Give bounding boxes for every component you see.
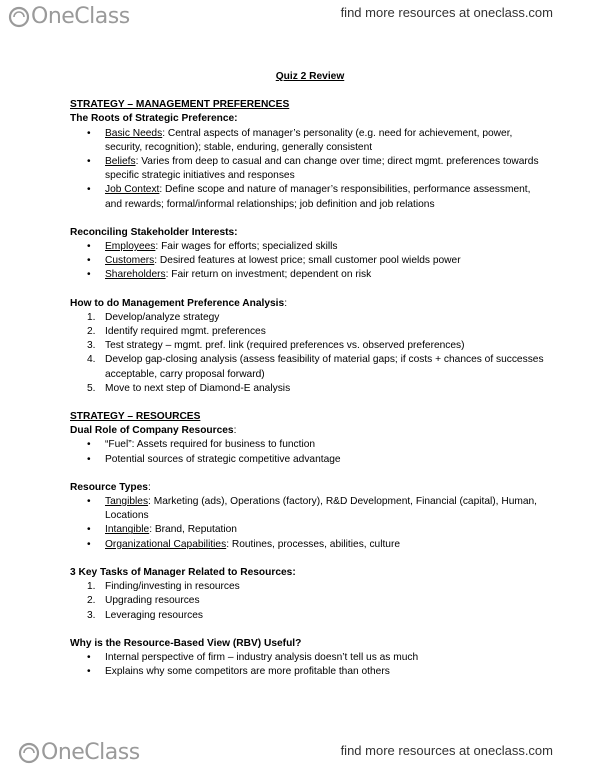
list-number: 1. bbox=[87, 581, 96, 593]
definition: : Central aspects of manager’s personality (e.g. need for achievement, power, security, recognition); stable, enduring, generally consistent bbox=[105, 127, 513, 153]
section-heading-management-preferences: STRATEGY – MANAGEMENT PREFERENCES bbox=[70, 99, 290, 111]
term: Tangibles bbox=[105, 496, 149, 508]
oneclass-logo-icon bbox=[8, 6, 30, 28]
list-item: 2. Identify required mgmt. preferences bbox=[70, 325, 550, 339]
bullet-icon: • bbox=[87, 269, 91, 281]
list-number: 2. bbox=[87, 326, 96, 338]
list-item bbox=[70, 495, 550, 523]
definition: : Varies from deep to casual and can change over time; direct mgmt. preferences towards specific strategic initiatives and responses bbox=[105, 156, 539, 182]
list-item: 4. Develop gap-closing analysis (assess feasibility of material gaps; if costs + chances of successes acceptable, carry proposal forward) bbox=[87, 354, 544, 380]
oneclass-logo-top[interactable] bbox=[8, 4, 130, 29]
list-item bbox=[70, 155, 550, 183]
list-item bbox=[70, 254, 550, 268]
subheading-roots-of-strategic-preference: The Roots of Strategic Preference: bbox=[70, 113, 238, 125]
term: Beliefs bbox=[105, 156, 136, 168]
list-item: • “Fuel”: Assets required for business to function bbox=[70, 438, 550, 452]
list-number: 3. bbox=[87, 340, 96, 352]
list-item: 5. Move to next step of Diamond-E analysis bbox=[70, 382, 550, 396]
definition: : Fair return on investment; dependent on risk bbox=[165, 269, 372, 281]
list-number: 1. bbox=[87, 311, 96, 323]
list-item bbox=[70, 523, 550, 537]
oneclass-logo-icon bbox=[18, 742, 40, 764]
term: Job Context bbox=[105, 184, 160, 196]
rbv-list bbox=[70, 651, 550, 679]
term: Customers bbox=[105, 255, 155, 267]
bullet-icon: • bbox=[87, 184, 91, 196]
list-number: 4. bbox=[87, 354, 96, 366]
subheading-dual-role: Dual Role of Company Resources: bbox=[70, 425, 237, 437]
dual-role-list bbox=[70, 438, 550, 466]
term: Shareholders bbox=[105, 269, 166, 281]
term: Organizational Capabilities bbox=[105, 538, 227, 550]
list-item: 3. Test strategy – mgmt. pref. link (required preferences vs. observed preferences) bbox=[70, 339, 550, 353]
subheading-stakeholder-interests: Reconciling Stakeholder Interests: bbox=[70, 226, 238, 238]
subheading-preference-analysis: How to do Management Preference Analysis: bbox=[70, 297, 288, 309]
subheading-key-tasks: 3 Key Tasks of Manager Related to Resources: bbox=[70, 566, 296, 578]
list-item bbox=[70, 127, 550, 155]
bullet-icon: • bbox=[87, 439, 91, 451]
header-resources-link[interactable]: find more resources at oneclass.com bbox=[340, 5, 553, 20]
term: Intangible bbox=[105, 524, 150, 536]
bullet-icon: • bbox=[87, 127, 91, 139]
footer-resources-link[interactable]: find more resources at oneclass.com bbox=[340, 743, 553, 758]
bullet-icon: • bbox=[87, 524, 91, 536]
list-item bbox=[70, 240, 550, 254]
term: Employees bbox=[105, 241, 156, 253]
bullet-icon: • bbox=[87, 453, 91, 465]
list-item bbox=[70, 538, 550, 552]
list-item: 1. Develop/analyze strategy bbox=[70, 311, 550, 325]
document-body bbox=[70, 70, 550, 679]
logo-text: OneClass bbox=[41, 740, 140, 765]
term: Basic Needs bbox=[105, 127, 163, 139]
definition: : Fair wages for efforts; specialized skills bbox=[155, 241, 338, 253]
list-number: 5. bbox=[87, 382, 96, 394]
bullet-icon: • bbox=[87, 666, 91, 678]
roots-list bbox=[70, 127, 550, 212]
subheading-resource-types: Resource Types: bbox=[70, 481, 151, 493]
bullet-icon: • bbox=[87, 538, 91, 550]
list-item: • Potential sources of strategic competitive advantage bbox=[70, 453, 550, 467]
key-tasks-list bbox=[70, 580, 550, 623]
list-item: • Internal perspective of firm – industry analysis doesn’t tell us as much bbox=[70, 651, 550, 665]
definition: : Desired features at lowest price; small customer pool wields power bbox=[154, 255, 461, 267]
section-heading-resources: STRATEGY – RESOURCES bbox=[70, 411, 201, 423]
list-item bbox=[70, 183, 550, 211]
bullet-icon: • bbox=[87, 241, 91, 253]
logo-text: OneClass bbox=[31, 4, 130, 29]
list-number: 2. bbox=[87, 595, 96, 607]
oneclass-logo-bottom[interactable] bbox=[18, 740, 140, 765]
resource-types-list bbox=[70, 495, 550, 552]
analysis-steps-list bbox=[70, 311, 550, 396]
list-item: 3. Leveraging resources bbox=[70, 609, 550, 623]
definition: : Marketing (ads), Operations (factory), R&D Development, Financial (capital), Human, Locations bbox=[105, 496, 538, 522]
list-item: 1. Finding/investing in resources bbox=[70, 580, 550, 594]
document-title: Quiz 2 Review bbox=[275, 71, 345, 82]
stakeholder-list bbox=[70, 240, 550, 283]
bullet-icon: • bbox=[87, 255, 91, 267]
list-item bbox=[70, 268, 550, 282]
bullet-icon: • bbox=[87, 651, 91, 663]
bullet-icon: • bbox=[87, 156, 91, 168]
definition: : Routines, processes, abilities, culture bbox=[226, 538, 401, 550]
definition: : Brand, Reputation bbox=[149, 524, 237, 536]
list-item: • Explains why some competitors are more profitable than others bbox=[70, 665, 550, 679]
subheading-rbv: Why is the Resource-Based View (RBV) Useful? bbox=[70, 637, 302, 649]
definition: : Define scope and nature of manager’s responsibilities, performance assessment, and rewards; formal/informal relationships; job definition and job relations bbox=[105, 184, 531, 210]
list-item: 2. Upgrading resources bbox=[70, 594, 550, 608]
bullet-icon: • bbox=[87, 496, 91, 508]
list-number: 3. bbox=[87, 609, 96, 621]
